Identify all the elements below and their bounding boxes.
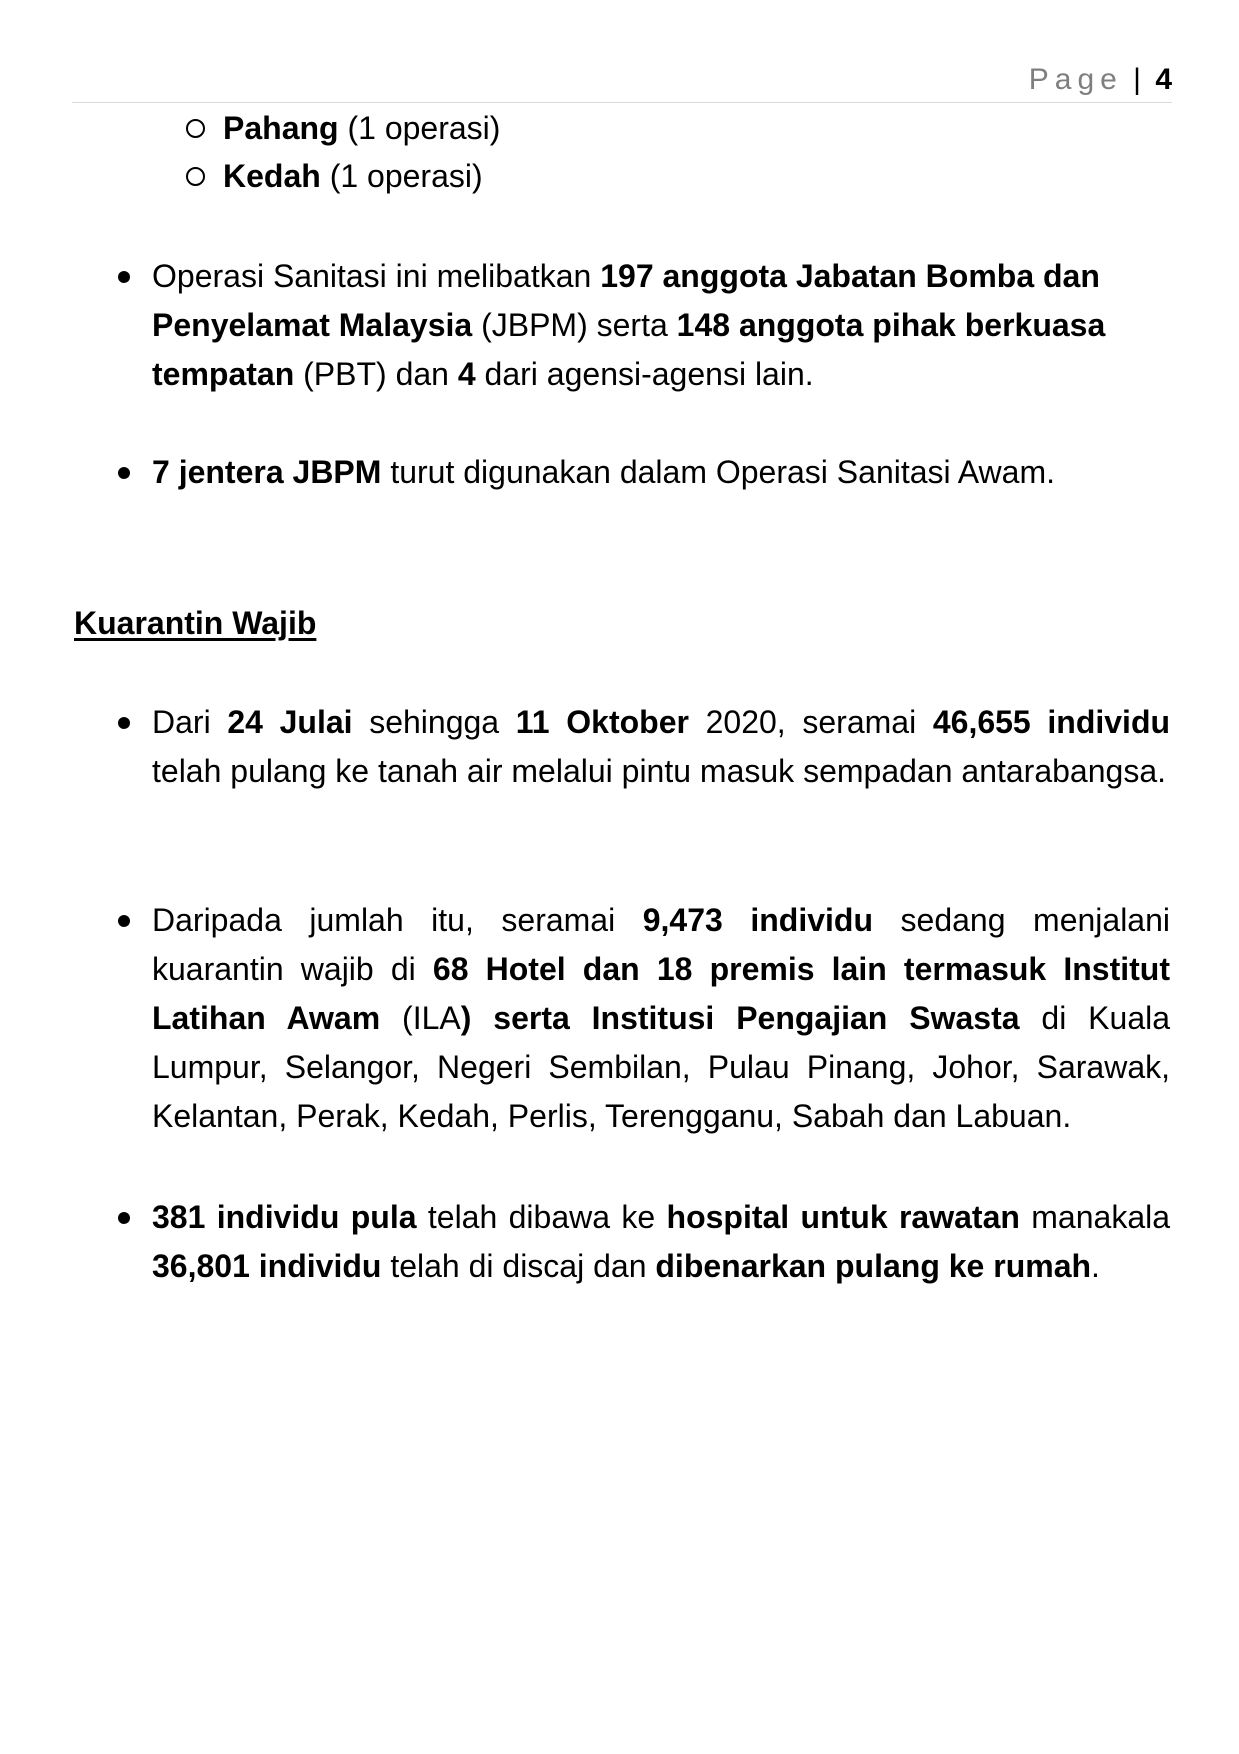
text-run: Dari <box>152 704 228 740</box>
text-run: . <box>1091 1248 1100 1284</box>
bold-run: 9,473 individu <box>642 902 873 938</box>
text-run: telah pulang ke tanah air melalui pintu masuk sempadan antarabangsa. <box>152 753 1166 789</box>
page-header <box>72 58 1172 103</box>
text-run: di Kuala Lumpur, Selangor, Negeri Sembilan, Pulau Pinang, Johor, Sarawak, Kelantan, Perak, Kedah, Perlis, Terengganu, Sabah dan Labuan. <box>152 1000 1171 1134</box>
bullet-text <box>152 1193 1170 1291</box>
bullet-dot-icon <box>118 717 130 729</box>
bullet-text <box>152 896 1170 1141</box>
bold-run: dibenarkan pulang ke rumah <box>655 1248 1092 1284</box>
bold-run: ) serta Institusi Pengajian Swasta <box>460 1000 1020 1036</box>
bullet-item-sanitation-personnel <box>110 252 1170 399</box>
section-heading: Kuarantin Wajib <box>74 605 317 641</box>
text-run: (JBPM) serta <box>472 307 677 343</box>
text-run: turut digunakan dalam Operasi Sanitasi Awam. <box>381 454 1055 490</box>
bullet-dot-icon <box>118 271 130 283</box>
text-run: (ILA <box>380 1000 461 1036</box>
bullet-dot-icon <box>118 1212 130 1224</box>
sub-list-item <box>186 156 483 196</box>
bullet-item-returnees <box>110 698 1170 796</box>
operation-count: (1 operasi) <box>338 110 501 146</box>
state-name: Kedah <box>223 158 321 194</box>
bullet-item-jbpm-vehicles <box>110 448 1170 497</box>
bold-run: 7 jentera JBPM <box>152 454 382 490</box>
text-run: manakala <box>1019 1199 1171 1235</box>
hollow-circle-bullet-icon <box>186 119 205 138</box>
bullet-text <box>152 252 1170 399</box>
text-run: Daripada jumlah itu, seramai <box>152 902 643 938</box>
bold-run: 148 anggota pihak berkuasa tempatan <box>152 307 1106 392</box>
bold-run: 381 individu pula <box>152 1199 417 1235</box>
page-word: Page <box>1028 63 1123 96</box>
text-run: telah di discaj dan <box>381 1248 656 1284</box>
hollow-circle-bullet-icon <box>186 167 205 186</box>
page-number-label <box>1029 62 1172 98</box>
bullet-item-hospital-discharge <box>110 1193 1170 1291</box>
page-number: 4 <box>1155 63 1172 96</box>
text-run: dari agensi-agensi lain. <box>475 356 814 392</box>
bold-run: hospital untuk rawatan <box>666 1199 1020 1235</box>
page-separator: | <box>1133 63 1141 96</box>
bullet-text <box>152 448 1170 497</box>
bold-run: 4 <box>457 356 476 392</box>
bullet-text <box>152 698 1170 796</box>
bold-run: 36,801 individu <box>152 1248 382 1284</box>
bold-run: 11 Oktober <box>515 704 689 740</box>
sub-list-item <box>186 108 500 148</box>
text-run: 2020, seramai <box>688 704 933 740</box>
bold-run: 68 Hotel dan 18 premis lain termasuk Institut Latihan Awam <box>152 951 1171 1036</box>
text-run: sedang menjalani kuarantin wajib di <box>152 902 1171 987</box>
state-name: Pahang <box>223 110 339 146</box>
bold-run: 24 Julai <box>227 704 353 740</box>
operation-count: (1 operasi) <box>320 158 483 194</box>
bullet-dot-icon <box>118 915 130 927</box>
text-run: Operasi Sanitasi ini melibatkan <box>152 258 601 294</box>
bullet-item-quarantine <box>110 896 1170 1141</box>
bold-run: 46,655 individu <box>932 704 1171 740</box>
text-run: (PBT) dan <box>294 356 458 392</box>
bold-run: 197 anggota Jabatan Bomba dan Penyelamat Malaysia <box>152 258 1100 343</box>
text-run: telah dibawa ke <box>416 1199 667 1235</box>
bullet-dot-icon <box>118 467 130 479</box>
text-run: sehingga <box>352 704 516 740</box>
